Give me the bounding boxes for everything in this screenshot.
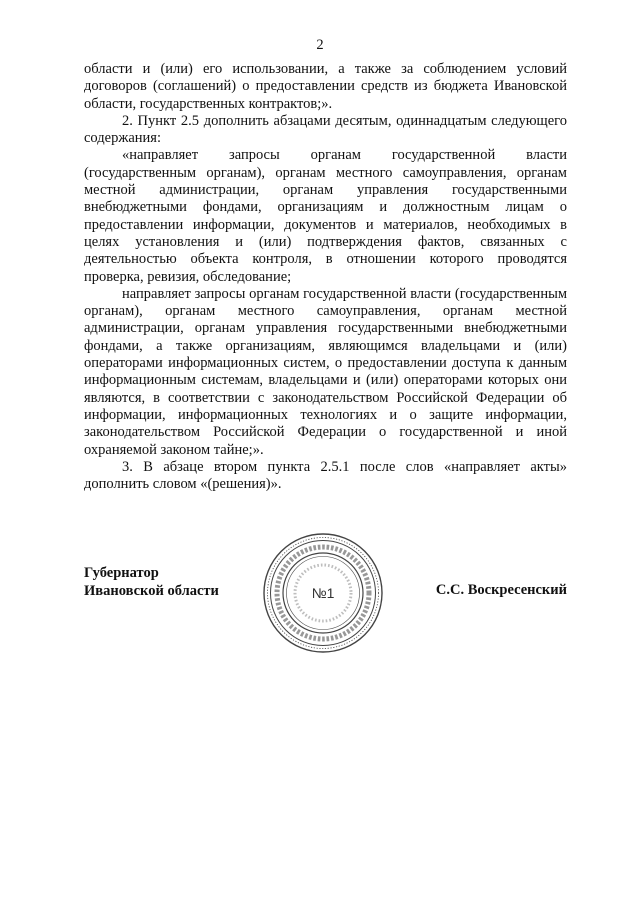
signature-block (84, 562, 567, 672)
signatory-title (84, 565, 219, 600)
paragraph-item-2: 2. Пункт 2.5 дополнить абзацами десятым, одиннадцатым следующего содержания: (84, 112, 567, 147)
official-seal-stamp (261, 531, 385, 655)
seal-number: №1 (311, 585, 335, 601)
paragraph-eleventh-insert: направляет запросы органам государственной власти (государственным органам), органам местного самоуправления, органам местной администрации, органам управления государственными внебюджетными фондами, а также организациям, являющимся владельцами и (или) операторами информационных систем, о предоставлении доступа к данным информационным системам, владельцами и (или) операторами которых они являются, в соответствии с законодательством Российской Федерации об информации, информационных технологиях и о защите информации, законодательством Российской Федерации о государственной и иной охраняемой законом тайне;». (84, 285, 567, 458)
signatory-title-line1: Губернатор (84, 565, 159, 581)
paragraph-item-3: 3. В абзаце втором пункта 2.5.1 после слов «направляет акты» дополнить словом «(решения)». (84, 458, 567, 493)
page-number: 2 (316, 37, 324, 53)
paragraph-tenth-insert: «направляет запросы органам государственной власти (государственным органам), органам местного самоуправления, органам местной администрации, органам управления государственными внебюджетными фондами, организациям и должностным лицам о предоставлении информации, документов и материалов, необходимых в целях установления и (или) подтверждения фактов, связанных с деятельностью объекта контроля, в отношении которого проводятся проверка, ревизия, обследование; (84, 147, 567, 285)
signatory-name: С.С. Воскресенский (435, 582, 567, 598)
signatory-title-line2: Ивановской области (84, 582, 219, 599)
paragraph-continuation: области и (или) его использовании, а также за соблюдением условий договоров (соглашений) о предоставлении средств из бюджета Ивановской области, государственных контрактов;». (84, 61, 567, 112)
document-body (84, 61, 567, 493)
